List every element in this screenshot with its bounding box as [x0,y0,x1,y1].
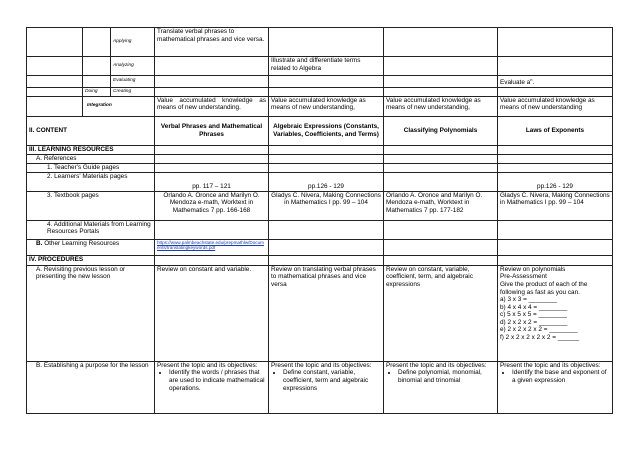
blank-cell [384,172,498,191]
blank-cell [269,28,384,57]
integration-col3: Value accumulated knowledge as means of new understanding, [384,96,498,116]
learners-materials-label: 2. Learners' Materials pages [27,172,155,191]
content-col2: Algebraic Expressions (Constants, Variables, Coefficients, and Terms) [269,116,384,145]
objectives-list [157,369,266,392]
blank-cell [83,57,111,76]
integration-label: Integration [83,96,155,116]
objective-bullet: • Define constant, variable, coefficient, term and algebraic expressions [283,369,381,392]
procedure-a-col4 [498,265,613,361]
blank-cell [155,76,269,88]
blank-cell [269,220,384,239]
objectives-list [271,369,381,392]
procedure-a-col1: Review on constant and variable. [155,265,269,361]
procedure-b-col3 [384,361,498,413]
objectives-list [500,369,610,384]
integration-col1: Value accumulated knowledge as means of new understanding. [155,96,269,116]
blank-cell [498,28,613,57]
blank-cell [83,76,111,88]
textbook-col2: Gladys C. Nivera, Making Connections in Mathematics I pp. 99 – 104 [269,191,384,220]
learners-materials-row [27,172,613,191]
blank-cell [384,76,498,88]
blank-cell [155,145,269,154]
objectives-intro: Present the topic and its objectives: [271,361,372,369]
blank-cell [27,57,83,76]
blank-cell [384,154,498,163]
blank-cell [269,145,384,154]
additional-materials-label: 4. Additional Materials from Learning Resources Portals [27,220,155,239]
blank-cell [269,239,384,255]
textbook-col3: Orlando A. Oronce and Marilyn O. Mendoza e-math, Worktext in Mathematics 7 pp. 177-182 [384,191,498,220]
other-resources-letter: B. [36,239,43,247]
blank-cell [498,145,613,154]
blank-cell [27,28,83,57]
textbook-row [27,191,613,220]
resources-heading-row [27,145,613,154]
blank-cell [498,239,613,255]
resources-heading: III. LEARNING RESOURCES [27,145,155,154]
exercise-item: a) 3 x 3 = ________ [500,296,558,304]
content-col1: Verbal Phrases and Mathematical Phrases [155,116,269,145]
objective-row-doing [27,87,613,96]
applying-label: Applying [111,28,155,57]
blank-cell [83,28,111,57]
other-resources-label: Other Learning Resources [44,239,120,247]
blank-cell [155,87,269,96]
procedure-a-label: A. Revisiting previous lesson or presenting the new lesson [27,265,155,361]
blank-cell [384,87,498,96]
objectives-list [386,369,495,384]
exercise-item: f) 2 x 2 x 2 x 2 x 2 = ______ [500,334,580,342]
blank-cell [498,255,613,265]
blank-cell [384,255,498,265]
blank-cell [269,255,384,265]
integration-col2: Value accumulated knowledge as means of new understanding, [269,96,384,116]
objective-bullet: • Identify the base and exponent of a given expression [512,369,610,384]
col4-line: Review on polynomials [500,265,566,273]
blank-cell [155,255,269,265]
integration-col4: Value accumulated knowledge as means of new understanding [498,96,613,116]
content-col4: Laws of Exponents [498,116,613,145]
learners-materials-col2: pp.126 - 129 [269,172,384,191]
blank-cell [384,163,498,172]
teachers-guide-label: 1. Teacher's Guide pages [27,163,155,172]
textbook-col4: Gladys C. Nivera, Making Connections in Mathematics I pp. 99 – 104 [498,191,613,220]
objective-row-evaluating [27,76,613,88]
blank-cell [498,220,613,239]
references-row [27,154,613,163]
teachers-guide-row [27,163,613,172]
col4-line: Pre-Assessment [500,273,547,281]
lesson-plan-table [26,27,613,414]
objectives-intro: Present the topic and its objectives: [386,361,487,369]
procedures-heading: IV. PROCEDURES [27,255,155,265]
exercise-item: e) 2 x 2 x 2 x 2 = ________ [500,326,578,334]
content-label: II. CONTENT [27,116,155,145]
blank-cell [498,163,613,172]
additional-materials-row [27,220,613,239]
exercise-item: d) 2 x 2 x 2 = ________ [500,318,568,326]
objective-row-integration [27,96,613,116]
learners-materials-col4: pp.126 - 129 [498,172,613,191]
content-row [27,116,613,145]
analyzing-label: Analyzing [111,57,155,76]
exercise-item: c) 5 x 5 x 5 = ________ [500,311,567,319]
objective-bullet: • Identify the words / phrases that are used to indicate mathematical operations. [169,369,266,392]
procedure-b-col4 [498,361,613,413]
evaluate-prefix: Evaluate a [500,79,531,87]
procedures-heading-row [27,255,613,265]
other-resources-row [27,239,613,255]
blank-cell [155,163,269,172]
procedure-a-row [27,265,613,361]
blank-cell [384,28,498,57]
blank-cell [384,145,498,154]
objective-row-applying [27,28,613,57]
evaluate-exponent: n [530,77,533,82]
blank-cell [498,57,613,76]
blank-cell [384,57,498,76]
objective-bullet: • Define polynomial, monomial, binomial and trinomial [398,369,495,384]
blank-cell [269,87,384,96]
objective-row-analyzing [27,57,613,76]
evaluating-col4 [498,76,613,88]
other-resources-cell [27,239,155,255]
blank-cell [27,76,83,88]
blank-cell [155,57,269,76]
creating-label: Creating [111,87,155,96]
content-col3: Classifying Polynomials [384,116,498,145]
blank-cell [27,96,83,116]
procedure-b-col1 [155,361,269,413]
procedure-b-label: B. Establishing a purpose for the lesson [27,361,155,413]
analyzing-col2: Illustrate and differentiate terms related to Algebra [269,57,384,76]
textbook-col1: Orlando A. Oronce and Marilyn O. Mendoza e-math, Worktext in Mathematics 7 pp. 166-168 [155,191,269,220]
blank-cell [269,76,384,88]
textbook-label: 3. Textbook pages [27,191,155,220]
learners-materials-col1: pp. 117 – 121 [155,172,269,191]
blank-cell [384,220,498,239]
evaluating-label: Evaluating [111,76,155,88]
blank-cell [269,163,384,172]
references-label: A. References [27,154,155,163]
exercise-item: b) 4 x 4 x 4 = ________ [500,303,568,311]
blank-cell [498,87,613,96]
doing-label: Doing [83,87,111,96]
blank-cell [384,239,498,255]
applying-col1: Translate verbal phrases to mathematical phrases and vice versa. [155,28,269,57]
evaluate-suffix: . [532,79,535,87]
blank-cell [498,154,613,163]
blank-cell [269,154,384,163]
procedure-a-col3: Review on constant, variable, coefficient, term, and algebraic expressions [384,265,498,361]
procedure-a-col2: Review on translating verbal phrases to mathematical phrases and vice versa [269,265,384,361]
objectives-intro: Present the topic and its objectives: [500,361,601,369]
blank-cell [27,87,83,96]
objectives-intro: Present the topic and its objectives: [157,361,258,369]
blank-cell [155,220,269,239]
procedure-b-row [27,361,613,413]
blank-cell [155,154,269,163]
other-resources-link[interactable]: https://www.palmbeachstate.edu/prepmathlw/Documents/translatingkeywords.pdf [155,239,269,255]
procedure-b-col2 [269,361,384,413]
col4-line: Give the product of each of the following as fast as you can. [500,280,588,296]
